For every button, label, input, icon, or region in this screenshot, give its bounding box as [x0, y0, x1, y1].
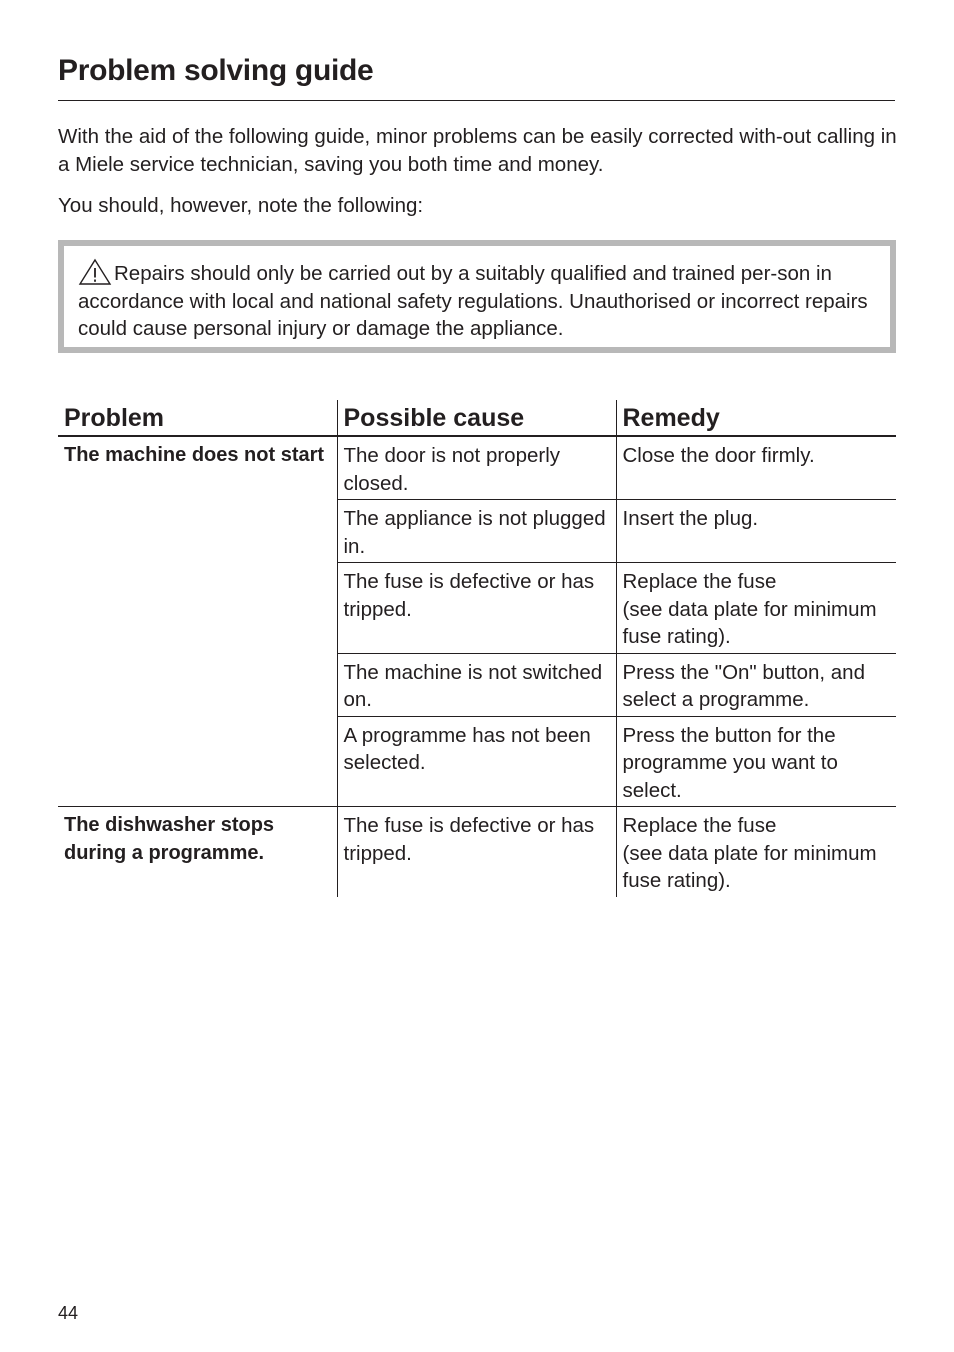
note-paragraph: You should, however, note the following: [58, 194, 424, 217]
cause-cell: The machine is not switched on. [337, 653, 616, 716]
page-title: Problem solving guide [58, 54, 374, 87]
warning-triangle-icon [78, 258, 112, 286]
intro-paragraph: With the aid of the following guide, minor problems can be easily corrected with-out calling in a Miele service technician, saving you both time and money. [58, 125, 897, 176]
header-possible-cause: Possible cause [337, 400, 616, 436]
cause-cell: The fuse is defective or has tripped. [337, 563, 616, 654]
header-problem: Problem [58, 400, 337, 436]
header-remedy: Remedy [616, 400, 896, 436]
warning-box [58, 240, 896, 353]
table-row [58, 436, 896, 500]
table-header-row [58, 400, 896, 436]
cause-cell: The fuse is defective or has tripped. [337, 807, 616, 897]
problem-solving-table [58, 400, 896, 897]
warning-text: Repairs should only be carried out by a suitably qualified and trained per-son in accordance with local and national safety regulations. Unauthorised or incorrect repairs could cause personal injury or damage the appliance. [78, 262, 868, 340]
remedy-cell: Press the button for the programme you want to select. [616, 716, 896, 807]
cause-cell: A programme has not been selected. [337, 716, 616, 807]
table-row [58, 807, 896, 897]
page-number: 44 [58, 1303, 79, 1323]
remedy-cell: Replace the fuse (see data plate for minimum fuse rating). [616, 563, 896, 654]
problem-cell: The dishwasher stops during a programme. [64, 814, 275, 864]
remedy-cell: Replace the fuse (see data plate for minimum fuse rating). [616, 807, 896, 897]
remedy-cell: Close the door firmly. [616, 436, 896, 500]
warning-content [64, 246, 890, 347]
cause-cell: The door is not properly closed. [337, 436, 616, 500]
problem-cell: The machine does not start [58, 436, 337, 807]
remedy-cell: Press the "On" button, and select a programme. [616, 653, 896, 716]
title-divider [58, 100, 895, 101]
cause-cell: The appliance is not plugged in. [337, 500, 616, 563]
remedy-cell: Insert the plug. [616, 500, 896, 563]
